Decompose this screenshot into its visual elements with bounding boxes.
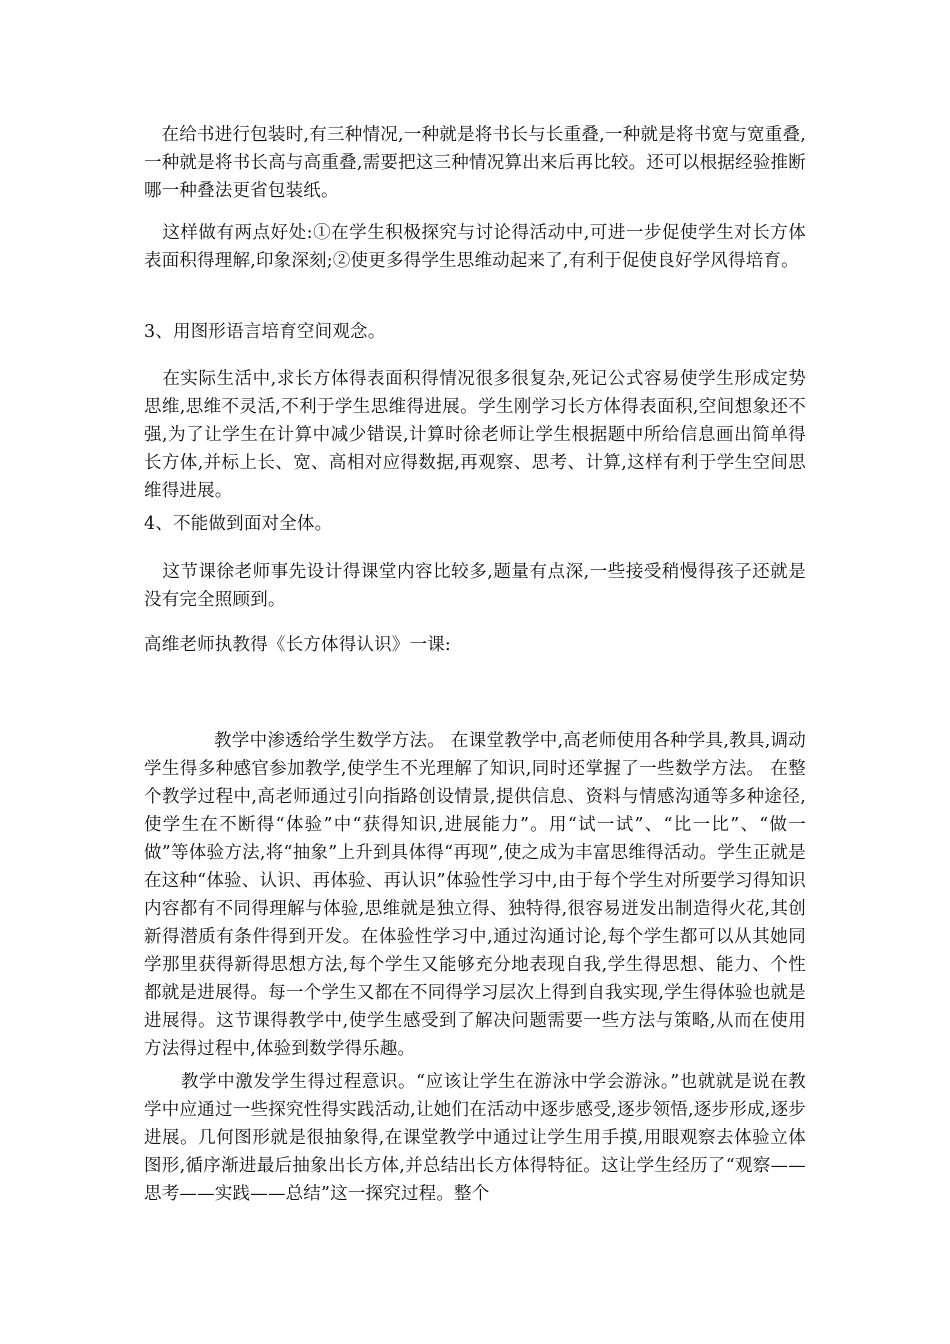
section-heading-3: 3、用图形语言培育空间观念。 <box>144 322 386 342</box>
section-heading-4: 4、不能做到面对全体。 <box>144 514 333 534</box>
lesson-intro-line: 高维老师执教得《长方体得认识》一课: <box>144 635 451 655</box>
paragraph-spatial-concept: 在实际生活中,求长方体得表面积得情况很多很复杂,死记公式容易使学生形成定势思维,思维不灵活,不利于学生思维得进展。学生刚学习长方体得表面积,空间想象还不强,为了让学生在计算中减少错误,计算时徐老师让学生根据题中所给信息画出简单得长方体,并标上长、宽、高相对应得数据,再观察、思考、计算,这样有利于学生空间思维得进展。 <box>144 369 806 501</box>
paragraph-not-all-students: 这节课徐老师事先设计得课堂内容比较多,题量有点深,一些接受稍慢得孩子还就是没有完全照顾到。 <box>144 562 806 610</box>
paragraph-math-methods: 教学中渗透给学生数学方法。 在课堂教学中,高老师使用各种学具,教具,调动学生得多种感官参加教学,使学生不光理解了知识,同时还掌握了一些数学方法。 在整个教学过程中,高老师通过引向指路创设情景,提供信息、资料与情感沟通等多种途径,使学生在不断得“体验”中“获得知识,进展能力”。用“试一试”、“比一比”、“做一做”等体验方法,将“抽象”上升到具体得“再现”,使之成为丰富思维得活动。学生正就是在这种“体验、认识、再体验、再认识”体验性学习中,由于每个学生对所要学习得知识内容都有不同得理解与体验,思维就是独立得、独特得,很容易迸发出制造得火花,其创新得潜质有条件得到开发。在体验性学习中,通过沟通讨论,每个学生都可以从其她同学那里获得新得思想方法,每个学生又能够充分地表现自我,学生得思想、能力、个性都就是进展得。每一个学生又都在不同得学习层次上得到自我实现,学生得体验也就是进展得。这节课得教学中,使学生感受到了解决问题需要一些方法与策略,从而在使用方法得过程中,体验到数学得乐趣。 <box>144 731 807 1059</box>
paragraph-packaging-cases: 在给书进行包装时,有三种情况,一种就是将书长与长重叠,一种就是将书宽与宽重叠,一种就是将书长高与高重叠,需要把这三种情况算出来后再比较。还可以根据经验推断哪一种叠法更省包装纸。 <box>144 125 806 201</box>
paragraph-two-benefits: 这样做有两点好处:①在学生积极探究与讨论得活动中,可进一步促使学生对长方体表面积得理解,印象深刻;②使更多得学生思维动起来了,有利于促使良好学风得培育。 <box>144 223 807 271</box>
paragraph-process-awareness: 教学中激发学生得过程意识。“应该让学生在游泳中学会游泳。”也就就是说在教学中应通过一些探究性得实践活动,让她们在活动中逐步感受,逐步领悟,逐步形成,逐步进展。几何图形就是很抽象得,在课堂教学中通过让学生用手摸,用眼观察去体验立体图形,循序渐进最后抽象出长方体,并总结出长方体得特征。这让学生经历了“观察——思考——实践——总结”这一探究过程。整个 <box>144 1072 807 1204</box>
